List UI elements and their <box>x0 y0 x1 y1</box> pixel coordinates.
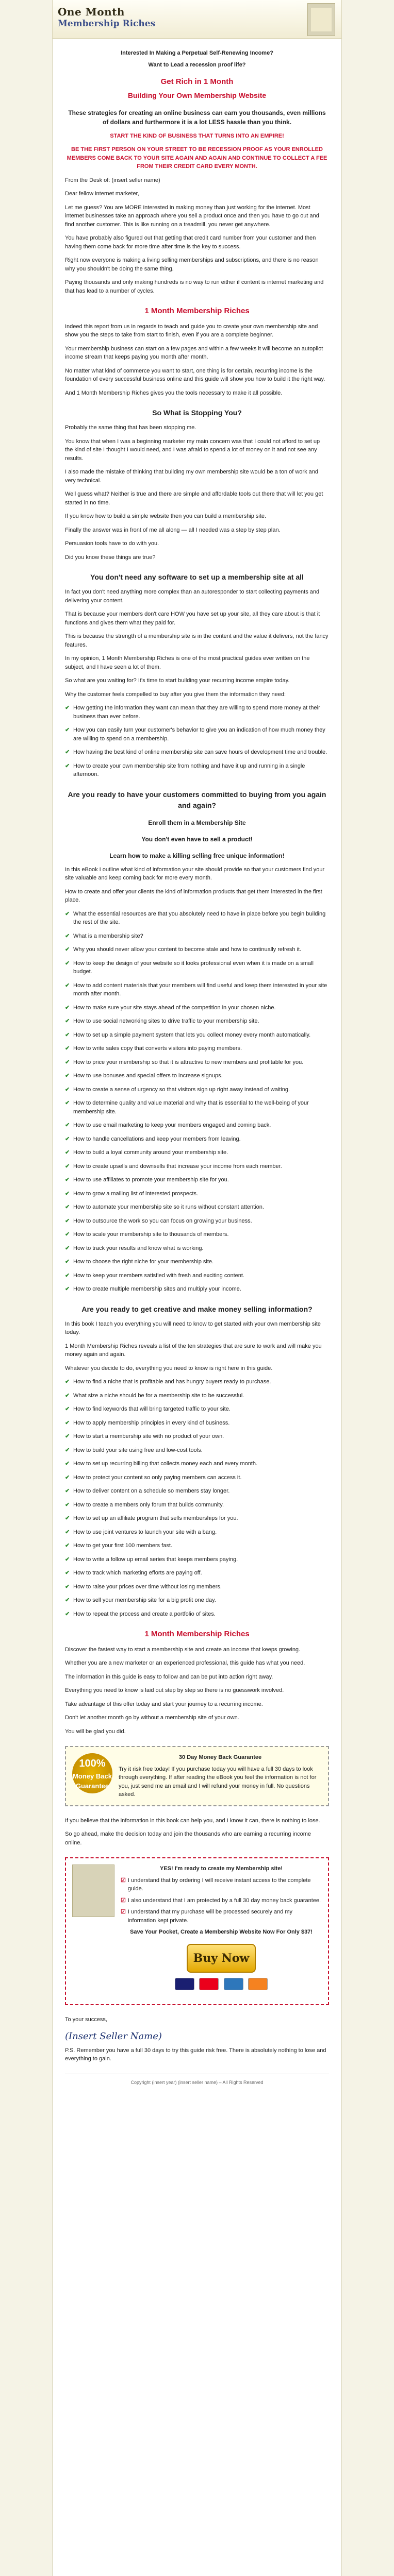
checklist <box>65 704 329 779</box>
checkmark-icon: ✔ <box>65 749 70 755</box>
checkmark-icon: ✔ <box>65 1122 70 1128</box>
checklist-text: How to find keywords that will bring targeted traffic to your site. <box>73 1406 231 1412</box>
mastercard-icon <box>199 1978 219 1990</box>
checklist-text: How to find a niche that is profitable and has hungry buyers ready to purchase. <box>73 1379 271 1385</box>
checklist-item <box>65 704 329 721</box>
paragraph-group <box>65 588 329 685</box>
paragraph: You will be glad you did. <box>65 1728 126 1735</box>
paragraph: Persuasion tools have to do with you. <box>65 540 159 547</box>
checklist-item <box>65 1121 329 1130</box>
checklist-text: How to get your first 100 members fast. <box>73 1543 172 1549</box>
checklist-item <box>65 726 329 743</box>
checklist-text: How to create upsells and downsells that increase your income from each member. <box>73 1163 282 1170</box>
checkmark-icon: ✔ <box>65 1556 70 1563</box>
checklist-text: How to raise your prices over time without losing members. <box>73 1583 222 1590</box>
checklist-item <box>65 959 329 976</box>
checklist-text: How to use bonuses and special offers to increase signups. <box>73 1073 223 1079</box>
paragraph: So go ahead, make the decision today and join the thousands who are earning a recurring income online. <box>65 1831 311 1846</box>
checkmark-icon: ✔ <box>65 1570 70 1576</box>
checkbox-icon: ☑ <box>121 1909 126 1915</box>
lead-text: These strategies for creating an online business can earn you thousands, even millions of dollars and furthermore it is a lot LESS hassle than you think. <box>68 109 326 126</box>
order-check-item <box>121 1876 322 1893</box>
checklist-text: What is a membership site? <box>73 933 143 939</box>
paragraph: In this eBook I outline what kind of information your site should provide so that your customers find your site valuable and keep coming back for more every month. <box>65 866 325 881</box>
checklist-text: How to write sales copy that converts visitors into paying members. <box>73 1045 242 1052</box>
paragraph-group <box>65 423 329 534</box>
checklist-text: What the essential resources are that you absolutely need to have in place before you begin building the rest of the site. <box>73 910 326 925</box>
checklist-item <box>65 910 329 927</box>
checklist-item <box>65 1258 329 1266</box>
checklist-intro: Why the customer feels compelled to buy after you give them the information they need: <box>65 691 286 698</box>
paragraph: In fact you don't need anything more complex than an autoresponder to start collecting payments and delivering your content. <box>65 589 320 604</box>
checklist-text: How to track your results and know what is working. <box>73 1245 204 1251</box>
checklist-item <box>65 1031 329 1040</box>
checklist-item <box>65 1162 329 1171</box>
checklist-text: How to determine quality and value material and why that is essential to the well-being of your membership site. <box>73 1100 309 1115</box>
seal-text: Money Back Guarantee <box>73 1772 112 1790</box>
checklist-text: Why you should never allow your content to become stale and how to continually refresh it. <box>73 946 302 953</box>
paragraph: Indeed this report from us in regards to teach and guide you to create your own membership site and show you the steps to take from start to finish, even if you are a complete beginner. <box>65 323 318 338</box>
checkmark-icon: ✔ <box>65 1597 70 1603</box>
checklist-item <box>65 748 329 757</box>
checklist-text: How to set up recurring billing that collects money each and every month. <box>73 1461 258 1467</box>
checkbox-icon: ☑ <box>121 1897 126 1904</box>
paragraph: Finally the answer was in front of me all along — all I needed was a step by step plan. <box>65 527 281 533</box>
checkmark-icon: ✔ <box>65 1190 70 1197</box>
checkmark-icon: ✔ <box>65 1461 70 1467</box>
checklist-text: How to build a loyal community around your membership site. <box>73 1149 228 1156</box>
order-check-text: I also understand that I am protected by a full 30 day money back guarantee. <box>127 1897 321 1904</box>
sales-page <box>52 0 342 2576</box>
order-title: YES! I'm ready to create my Membership site! <box>160 1866 283 1872</box>
order-check-text: I understand that my purchase will be processed securely and my information kept private. <box>127 1909 293 1924</box>
checkmark-icon: ✔ <box>65 1419 70 1426</box>
guarantee-seal-icon <box>72 1753 112 1793</box>
checklist-text: How to apply membership principles in every kind of business. <box>73 1419 230 1426</box>
checklist-text: How to use affiliates to promote your membership site for you. <box>73 1177 229 1183</box>
enroll-subtitle: You don't even have to sell a product! <box>141 835 253 843</box>
checkmark-icon: ✔ <box>65 1379 70 1385</box>
checkmark-icon: ✔ <box>65 1392 70 1399</box>
checklist-item <box>65 1392 329 1400</box>
checklist-text: How to repeat the process and create a portfolio of sites. <box>73 1611 216 1617</box>
checkmark-icon: ✔ <box>65 933 70 939</box>
checklist-text: How to keep your members satisfied with fresh and exciting content. <box>73 1272 244 1279</box>
paragraph: Paying thousands and only making hundreds is no way to run either if content is internet marketing and that has lead to a number of cycles. <box>65 279 324 294</box>
order-checklist <box>121 1876 322 1925</box>
checkmark-icon: ✔ <box>65 1583 70 1590</box>
checklist-text: How to add content materials that your members will find useful and keep them interested in your site month after month. <box>73 982 327 997</box>
checkmark-icon: ✔ <box>65 727 70 733</box>
checklist <box>65 1378 329 1618</box>
paragraph-group <box>65 204 329 296</box>
paragraph: If you know how to build a simple website then you can build a membership site. <box>65 513 267 519</box>
checkmark-icon: ✔ <box>65 946 70 953</box>
visa-icon <box>175 1978 194 1990</box>
paragraph: If you believe that the information in this book can help you, and I know it can, there is nothing to lose. <box>65 1817 320 1824</box>
checklist-item <box>65 1501 329 1510</box>
checkmark-icon: ✔ <box>65 1100 70 1106</box>
checkmark-icon: ✔ <box>65 1031 70 1038</box>
paragraph: Everything you need to know is laid out step by step so there is no guesswork involved. <box>65 1687 284 1693</box>
checkmark-icon: ✔ <box>65 1204 70 1210</box>
checkmark-icon: ✔ <box>65 1004 70 1011</box>
checklist-text: How to automate your membership site so it runs without constant attention. <box>73 1204 264 1210</box>
checkmark-icon: ✔ <box>65 1543 70 1549</box>
checklist-item <box>65 1446 329 1455</box>
enroll-title: Enroll them in a Membership Site <box>148 819 246 826</box>
checklist-item <box>65 1555 329 1564</box>
checkmark-icon: ✔ <box>65 1217 70 1224</box>
checkmark-icon: ✔ <box>65 1474 70 1481</box>
paragraph: Well guess what? Neither is true and there are simple and affordable tools out there that will let you get started in no time. <box>65 491 323 506</box>
paragraph: You know that when I was a beginning marketer my main concern was that I could not afford to set up the kind of site I thought I would need, and I was afraid to spend a lot of money on it and not see any results. <box>65 438 320 462</box>
checklist-item <box>65 1473 329 1482</box>
paragraph: Whatever you decide to do, everything you need to know is right here in this guide. <box>65 1365 273 1371</box>
intro-line: Interested In Making a Perpetual Self-Renewing Income? <box>121 50 273 56</box>
checklist-text: How to scale your membership site to thousands of members. <box>73 1231 229 1238</box>
checklist-text: How to write a follow up email series that keeps members paying. <box>73 1556 238 1563</box>
guarantee-title: 30 Day Money Back Guarantee <box>178 1754 262 1760</box>
paragraph: 1 Month Membership Riches reveals a list of the ten strategies that are sure to work and will make you money again and again. <box>65 1343 322 1358</box>
paragraph-group <box>65 323 329 398</box>
subheadline: Building Your Own Membership Website <box>127 91 267 99</box>
callout: START THE KIND OF BUSINESS THAT TURNS INTO AN EMPIRE! <box>110 132 284 139</box>
signature: (Insert Seller Name) <box>65 2030 162 2042</box>
payment-cards <box>121 1978 322 1993</box>
checklist-text: How to create a sense of urgency so that visitors sign up right away instead of waiting. <box>73 1086 290 1093</box>
checklist-text: How to grow a mailing list of interested prospects. <box>73 1190 199 1197</box>
checklist-item <box>65 1528 329 1537</box>
page-header <box>53 0 341 39</box>
paragraph: This is because the strength of a membership site is in the content and the value it delivers, not the fancy features. <box>65 633 329 648</box>
buy-now-button[interactable]: Buy Now <box>187 1944 256 1973</box>
checklist <box>65 910 329 1294</box>
paragraph: Discover the fastest way to start a membership site and create an income that keeps growing. <box>65 1646 301 1653</box>
checklist-text: How to create multiple membership sites and multiply your income. <box>73 1286 241 1292</box>
order-price-text: Save Your Pocket, Create a Membership Website Now For Only $37! <box>130 1929 313 1935</box>
checkmark-icon: ✔ <box>65 1447 70 1453</box>
intro-line: Want to Lead a recession proof life? <box>148 61 246 68</box>
paragraph: In this book I teach you everything you will need to know to get started with your own membership site today. <box>65 1320 321 1335</box>
headline: Get Rich in 1 Month <box>160 77 234 86</box>
checklist-item <box>65 1176 329 1184</box>
checklist-item <box>65 1487 329 1496</box>
checklist-text: How to use joint ventures to launch your site with a bang. <box>73 1529 217 1535</box>
amex-icon <box>224 1978 243 1990</box>
section-title: 1 Month Membership Riches <box>144 1630 250 1638</box>
checkmark-icon: ✔ <box>65 1163 70 1170</box>
enroll-subtitle-2: Learn how to make a killing selling free unique information! <box>109 852 285 859</box>
paragraph: Whether you are a new marketer or an experienced professional, this guide has what you need. <box>65 1660 305 1666</box>
checkmark-icon: ✔ <box>65 982 70 989</box>
checklist-text: How to use email marketing to keep your members engaged and coming back. <box>73 1122 271 1128</box>
checklist-item <box>65 1044 329 1053</box>
checkmark-icon: ✔ <box>65 1231 70 1238</box>
paragraph: Did you know these things are true? <box>65 554 156 561</box>
paragraph: No matter what kind of commerce you want to start, one thing is for certain, recurring income is the foundation of every successful business online and this guide will show you how to build it the right way. <box>65 367 325 382</box>
checkmark-icon: ✔ <box>65 1406 70 1412</box>
checklist-text: How to make sure your site stays ahead of the competition in your chosen niche. <box>73 1004 276 1011</box>
checkmark-icon: ✔ <box>65 1515 70 1521</box>
checklist-item <box>65 1583 329 1591</box>
checkmark-icon: ✔ <box>65 1286 70 1292</box>
checklist-item <box>65 1378 329 1386</box>
checklist-item <box>65 981 329 998</box>
paragraph-group <box>65 1320 329 1373</box>
checkmark-icon: ✔ <box>65 1529 70 1535</box>
checklist-item <box>65 1058 329 1067</box>
checkmark-icon: ✔ <box>65 1018 70 1024</box>
seal-percent: 100% <box>79 1757 106 1769</box>
checklist-text: How to choose the right niche for your membership site. <box>73 1259 214 1265</box>
section-title: So What is Stopping You? <box>152 409 242 417</box>
order-check-item <box>121 1896 322 1905</box>
checkmark-icon: ✔ <box>65 1073 70 1079</box>
logo-title: One Month <box>58 6 125 18</box>
greeting: Dear fellow internet marketer, <box>65 191 139 197</box>
checklist-item <box>65 932 329 941</box>
checklist-item <box>65 1217 329 1226</box>
checklist-item <box>65 1004 329 1012</box>
checklist-item <box>65 1072 329 1080</box>
checkmark-icon: ✔ <box>65 1045 70 1052</box>
callout: BE THE FIRST PERSON ON YOUR STREET TO BE RECESSION PROOF AS YOUR ENROLLED MEMBERS COME BACK TO YOUR SITE AGAIN AND AGAIN AND CONTINUE TO COLLECT A FEE FROM THEIR CREDIT CARD EVERY MONTH. <box>67 146 327 170</box>
checklist-item <box>65 1272 329 1280</box>
checklist-item <box>65 1419 329 1428</box>
checklist-text: How to outsource the work so you can focus on growing your business. <box>73 1217 252 1224</box>
checklist-item <box>65 1460 329 1468</box>
checklist-text: How to create your own membership site from nothing and have it up and running in a single afternoon. <box>73 762 305 777</box>
section-title: Are you ready to have your customers committed to buying from you again and again? <box>68 790 326 809</box>
checklist-text: How to use social networking sites to drive traffic to your membership site. <box>73 1018 259 1024</box>
checklist-text: How to handle cancellations and keep your members from leaving. <box>73 1136 241 1142</box>
checklist-item <box>65 1569 329 1578</box>
sales-copy <box>53 39 341 2112</box>
paragraph: How to create and offer your clients the kind of information products that get them interested in the first place. <box>65 888 322 903</box>
closing-line: To your success, <box>65 2016 107 2023</box>
paragraph: Right now everyone is making a living selling memberships and subscriptions, and there is no reason why you shouldn't be doing the same thing. <box>65 257 319 272</box>
checkmark-icon: ✔ <box>65 910 70 917</box>
guarantee-box <box>65 1746 329 1806</box>
checkbox-icon: ☑ <box>121 1877 126 1884</box>
checkmark-icon: ✔ <box>65 960 70 967</box>
checklist-item <box>65 1148 329 1157</box>
product-box-image <box>72 1865 114 1917</box>
paragraph: The information in this guide is easy to follow and can be put into action right away. <box>65 1673 273 1680</box>
checkmark-icon: ✔ <box>65 1059 70 1065</box>
paragraph: So what are you waiting for? It's time to start building your recurring income empire today. <box>65 677 290 684</box>
section-title: 1 Month Membership Riches <box>144 307 250 315</box>
paragraph: That is because your members don't care HOW you have set up your site, all they care about is that it functions and gives them what they paid for. <box>65 611 320 626</box>
guarantee-body: Try it risk free today! If you purchase today you will have a full 30 days to look through everything. If after reading the eBook you feel the information is not for you, just send me an email and I will refund your money in full. No questions asked. <box>119 1766 317 1798</box>
checklist-item <box>65 1017 329 1026</box>
checkmark-icon: ✔ <box>65 1136 70 1142</box>
checklist-text: How to set up a simple payment system that lets you collect money every month automatically. <box>73 1031 311 1038</box>
footer-copyright: Copyright (insert year) (insert seller name) – All Rights Reserved <box>65 2074 329 2092</box>
paragraph: You have probably also figured out that getting that credit card number from your customer and then having them come back for more time after time is the key to success. <box>65 235 316 250</box>
checklist-item <box>65 1285 329 1294</box>
checklist-text: How to deliver content on a schedule so members stay longer. <box>73 1488 230 1494</box>
product-cover-image <box>307 3 335 36</box>
checklist-item <box>65 1514 329 1523</box>
checkmark-icon: ✔ <box>65 1272 70 1279</box>
paragraph: In my opinion, 1 Month Membership Riches is one of the most practical guides ever written on the subject, and I have seen a lot of them. <box>65 655 310 670</box>
checkmark-icon: ✔ <box>65 762 70 769</box>
checklist-text: How you can easily turn your customer's behavior to give you an indication of how much money they are willing to spend on a membership. <box>73 727 325 742</box>
checklist-text: What size a niche should be for a membership site to be successful. <box>73 1392 244 1399</box>
checkmark-icon: ✔ <box>65 1433 70 1439</box>
checklist-item <box>65 1405 329 1414</box>
checklist-item <box>65 945 329 954</box>
checkmark-icon: ✔ <box>65 1488 70 1494</box>
paragraph: Take advantage of this offer today and start your journey to a recurring income. <box>65 1701 263 1707</box>
order-check-text: I understand that by ordering I will receive instant access to the complete guide. <box>127 1877 311 1892</box>
paragraph-group <box>65 866 329 905</box>
checklist-text: How to price your membership so that it is attractive to new members and profitable for you. <box>73 1059 304 1065</box>
checkmark-icon: ✔ <box>65 1177 70 1183</box>
checklist-item <box>65 1190 329 1198</box>
checklist-text: How having the best kind of online membership site can save hours of development time and trouble. <box>73 749 327 755</box>
checklist-item <box>65 1135 329 1144</box>
checkmark-icon: ✔ <box>65 1259 70 1265</box>
checklist-text: How to track which marketing efforts are paying off. <box>73 1570 202 1576</box>
checkmark-icon: ✔ <box>65 1245 70 1251</box>
checklist-text: How getting the information they want can mean that they are willing to spend more money at their business than ever before. <box>73 705 320 720</box>
logo-subtitle: Membership Riches <box>58 19 156 29</box>
checklist-item <box>65 762 329 779</box>
order-box <box>65 1857 329 2005</box>
section-title: Are you ready to get creative and make money selling information? <box>81 1304 313 1313</box>
checklist-item <box>65 1432 329 1441</box>
paragraph: I also made the mistake of thinking that building my own membership site would be a ton of work and very technical. <box>65 469 318 484</box>
letter-from: From the Desk of: (insert seller name) <box>65 177 160 183</box>
paragraph: And 1 Month Membership Riches gives you the tools necessary to make it all possible. <box>65 389 283 396</box>
paragraph: Probably the same thing that has been stopping me. <box>65 425 196 431</box>
postscript: P.S. Remember you have a full 30 days to try this guide risk free. There is absolutely nothing to lose and everything to gain. <box>65 2047 326 2062</box>
paragraph: Don't let another month go by without a membership site of your own. <box>65 1715 239 1721</box>
section-title: You don't need any software to set up a membership site at all <box>90 573 304 581</box>
paragraph-group <box>65 1646 329 1736</box>
checkmark-icon: ✔ <box>65 1086 70 1093</box>
checkmark-icon: ✔ <box>65 1501 70 1508</box>
paragraph: Let me guess? You are MORE interested in making money than just working for the internet. Most internet businesses take an approach where you sell a product once and then you have to go out and find another customer. This is like running on a treadmill, you never get anywhere. <box>65 204 319 228</box>
checkmark-icon: ✔ <box>65 705 70 711</box>
paragraph-group <box>65 1817 329 1848</box>
checklist-text: How to keep the design of your website so it looks professional even when it is made on a small budget. <box>73 960 314 975</box>
paragraph-group <box>65 539 329 562</box>
checklist-text: How to set up an affiliate program that sells memberships for you. <box>73 1515 238 1521</box>
checklist-item <box>65 1596 329 1605</box>
checkmark-icon: ✔ <box>65 1149 70 1156</box>
checkmark-icon: ✔ <box>65 1611 70 1617</box>
checklist-item <box>65 1610 329 1619</box>
checklist-item <box>65 1230 329 1239</box>
checklist-item <box>65 1541 329 1550</box>
checklist-item <box>65 1244 329 1253</box>
checklist-text: How to start a membership site with no product of your own. <box>73 1433 224 1439</box>
checklist-text: How to build your site using free and low-cost tools. <box>73 1447 203 1453</box>
checklist-item <box>65 1099 329 1116</box>
discover-icon <box>248 1978 268 1990</box>
checklist-text: How to create a members only forum that builds community. <box>73 1501 224 1508</box>
checklist-text: How to protect your content so only paying members can access it. <box>73 1474 242 1481</box>
order-check-item <box>121 1908 322 1925</box>
checklist-item <box>65 1086 329 1094</box>
checklist-text: How to sell your membership site for a big profit one day. <box>73 1597 216 1603</box>
paragraph: Your membership business can start on a few pages and within a few weeks it will become an autopilot income stream that keeps paying you month after month. <box>65 345 323 360</box>
checklist-item <box>65 1203 329 1212</box>
